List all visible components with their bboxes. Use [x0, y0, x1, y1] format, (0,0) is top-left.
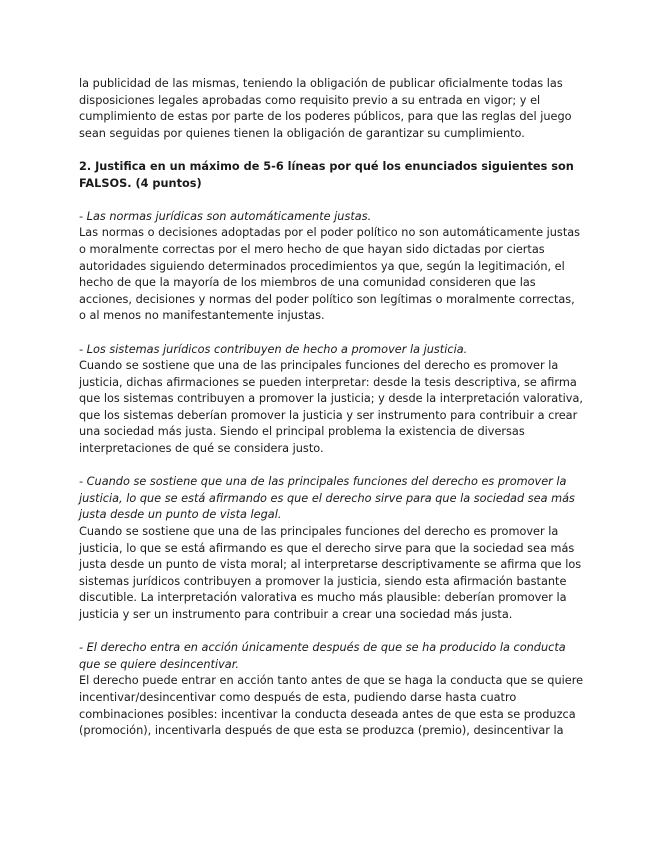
intro-paragraph: la publicidad de las mismas, teniendo la obligación de publicar oficialmente todas las disposiciones legales aprobadas como requisito previo a su entrada en vigor; y el cumplimiento de estas por parte de los poderes públicos, para que las reglas del juego sean seguidas por quienes tienen la obligación de garantizar su cumplimiento.: [79, 77, 572, 140]
question-heading: 2. Justifica en un máximo de 5-6 líneas por qué los enunciados siguientes son FALSOS. (4 puntos): [79, 159, 574, 190]
statement-block-1: [79, 209, 584, 325]
false-statement: - Los sistemas jurídicos contribuyen de hecho a promover la justicia.: [79, 342, 468, 356]
false-statement: - El derecho entra en acción únicamente después de que se ha producido la conducta que se quiere desincentivar.: [79, 641, 566, 671]
statement-block-4: [79, 640, 584, 740]
justification-text: Las normas o decisiones adoptadas por el poder político no son automáticamente justas o moralmente correctas por el mero hecho de que hayan sido dictadas por ciertas autoridades siguiendo determinados procedimientos ya que, según la legitimación, el hecho de que la mayoría de los miembros de una comunidad consideren que las acciones, decisiones y normas del poder político son legítimas o moralmente correctas, o al menos no manifestantemente injustas.: [79, 226, 581, 323]
statement-block-3: [79, 474, 584, 623]
justification-text: El derecho puede entrar en acción tanto antes de que se haga la conducta que se quiere incentivar/desincentivar como después de esta, pudiendo darse hasta cuatro combinaciones posibles: incentivar la conducta deseada antes de que esta se produzca (promoción), incentivarla después de que esta se produzca (premio), desincentivar la: [79, 674, 584, 738]
justification-text: Cuando se sostiene que una de las principales funciones del derecho es promover la justicia, dichas afirmaciones se pueden interpretar: desde la tesis descriptiva, se afirma que los sistemas contribuyen a promover la justicia; y desde la interpretación valorativa, que los sistemas deberían promover la justicia y ser instrumento para contribuir a crear una sociedad más justa. Siendo el principal problema la existencia de diversas interpretaciones de qué se considera justo.: [79, 359, 584, 456]
justification-text: Cuando se sostiene que una de las principales funciones del derecho es promover la justicia, lo que se está afirmando es que el derecho sirve para que la sociedad sea más justa desde un punto de vista moral; al interpretarse descriptivamente se afirma que los sistemas jurídicos contribuyen a promover la justicia, siendo esta afirmación bastante discutible. La interpretación valorativa es mucho más plausible: deberían promover la justicia y ser un instrumento para contribuir a crear una sociedad más justa.: [79, 525, 582, 621]
false-statement: - Las normas jurídicas son automáticamente justas.: [79, 209, 372, 223]
false-statement: - Cuando se sostiene que una de las principales funciones del derecho es promover la justicia, lo que se está afirmando es que el derecho sirve para que la sociedad sea más justa desde un punto de vista legal.: [79, 475, 575, 522]
statement-block-2: [79, 342, 584, 458]
document-page: [79, 76, 584, 756]
